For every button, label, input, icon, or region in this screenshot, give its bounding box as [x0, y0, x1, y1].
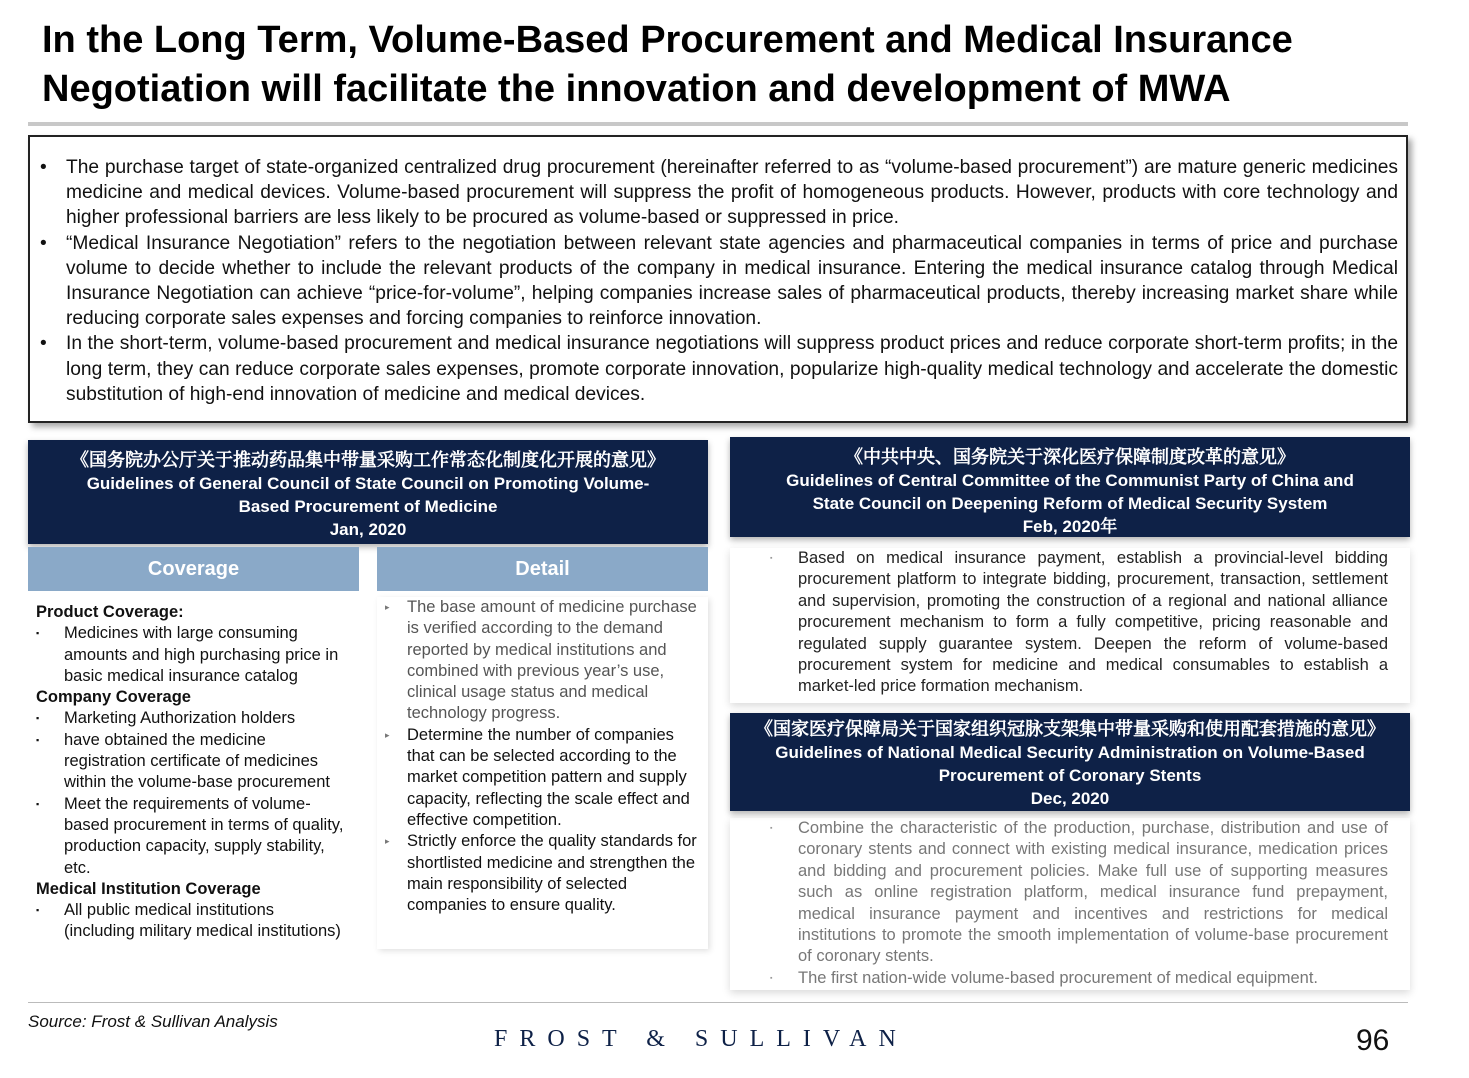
right-policy-2-body [730, 818, 1410, 990]
right-policy-1-item: ▪ Based on medical insurance payment, establish a provincial-level bidding procurement platform to integrate bidding, procurement, transaction, settlement and supervision, promoting the construction of a regional and national alliance procurement mechanism to form a fully competitive, pricing reasonable and regulated supply guarantee system. Deepen the reform of volume-based procurement system for medicine and medical consumables to establish a market-led price formation mechanism. [798, 548, 1388, 698]
right-policy-2-item: ▪ The first nation-wide volume-based procurement of medical equipment. [798, 968, 1388, 989]
summary-bullet: • “Medical Insurance Negotiation” refers to the negotiation between relevant state agencies and pharmaceutical companies in terms of price and purchase volume to decide whether to include the relevant products of the company in medical insurance. Entering the medical insurance catalog through Medical Insurance Negotiation can achieve “price-for-volume”, helping companies increase sales of pharmaceutical products, thereby increasing market share while reducing corporate sales expenses and forcing companies to reinforce innovation. [66, 231, 1398, 332]
product-coverage-label: Product Coverage: [36, 603, 184, 621]
coverage-body [36, 602, 346, 943]
right-policy-1-date: Feb, 2020年 [1022, 517, 1118, 536]
right-policy-1-en-title-2: State Council on Deepening Reform of Medical Security System [812, 494, 1328, 513]
detail-body [377, 597, 708, 949]
page-title: In the Long Term, Volume-Based Procurement and Medical Insurance Negotiation will facilitate the innovation and development of MWA [42, 19, 1293, 110]
right-policy-2-cn-title: 《国家医疗保障局关于国家组织冠脉支架集中带量采购和使用配套措施的意见》 [755, 719, 1385, 739]
company-coverage-item: ▪ Meet the requirements of volume-based procurement in terms of quality, production capacity, supply stability, etc. [36, 794, 346, 879]
right-policy-2-header [730, 713, 1410, 811]
left-policy-en-title-1: Guidelines of General Council of State Council on Promoting Volume- [86, 474, 650, 493]
institution-coverage-label: Medical Institution Coverage [36, 879, 261, 898]
left-policy-header [28, 440, 708, 544]
coverage-column-header: Coverage [28, 547, 359, 591]
detail-item: ▸ Strictly enforce the quality standards for shortlisted medicine and strengthen the main responsibility of selected companies to ensure quality. [407, 831, 698, 916]
summary-box [28, 135, 1408, 423]
right-policy-1-cn-title: 《中共中央、国务院关于深化医疗保障制度改革的意见》 [845, 447, 1295, 467]
left-policy-en-title-2: Based Procurement of Medicine [238, 497, 498, 516]
company-coverage-label: Company Coverage [36, 688, 191, 707]
right-policy-2-en-title-2: Procurement of Coronary Stents [938, 766, 1202, 785]
detail-item: ▸ Determine the number of companies that can be selected according to the market competition pattern and supply capacity, reflecting the scale effect and effective competition. [407, 725, 698, 831]
footer-divider [28, 1002, 1408, 1003]
source-note: Source: Frost & Sullivan Analysis [28, 1012, 278, 1031]
page-number: 96 [1356, 1024, 1390, 1057]
detail-item: ▸ The base amount of medicine purchase is verified according to the demand reported by medical institutions and combined with previous year’s use, clinical usage status and medical technology progress. [407, 597, 698, 725]
product-coverage-item: ▪ Medicines with large consuming amounts and high purchasing price in basic medical insurance catalog [36, 623, 346, 687]
right-policy-2-item: ▪ Combine the characteristic of the production, purchase, distribution and use of coronary stents and connect with existing medical insurance, medication prices and bidding and procurement policies. Make full use of supporting measures such as online registration platform, medical insurance fund prepayment, medical insurance payment and incentives and restrictions for medical institutions to promote the smooth implementation of volume-base procurement of coronary stents. [798, 818, 1388, 968]
summary-bullet: • The purchase target of state-organized centralized drug procurement (hereinafter referred to as “volume-based procurement”) are mature generic medicines medicine and medical devices. Volume-based procurement will suppress the profit of homogeneous products. However, products with core technology and higher professional barriers are less likely to be procured as volume-based or suppressed in price. [66, 155, 1398, 231]
title-divider [28, 122, 1408, 126]
left-policy-cn-title: 《国务院办公厅关于推动药品集中带量采购工作常态化制度化开展的意见》 [71, 450, 665, 470]
summary-list [30, 137, 1406, 407]
detail-column-header: Detail [377, 547, 708, 591]
institution-coverage-item: ▪ All public medical institutions (including military medical institutions) [36, 900, 346, 943]
summary-bullet: • In the short-term, volume-based procurement and medical insurance negotiations will suppress product prices and reduce corporate short-term profits; in the long term, they can reduce corporate sales expenses, promote corporate innovation, popularize high-quality medical technology and accelerate the domestic substitution of high-end innovation of medicine and medical devices. [66, 331, 1398, 407]
right-policy-1-en-title-1: Guidelines of Central Committee of the Communist Party of China and [786, 471, 1354, 490]
right-policy-1-header [730, 437, 1410, 537]
company-coverage-item: ▪ have obtained the medicine registration certificate of medicines within the volume-base procurement [36, 730, 346, 794]
left-policy-date: Jan, 2020 [329, 520, 407, 539]
right-policy-2-date: Dec, 2020 [1030, 789, 1110, 808]
company-coverage-item: ▪ Marketing Authorization holders [36, 708, 346, 729]
right-policy-1-body [730, 548, 1410, 703]
right-policy-2-en-title-1: Guidelines of National Medical Security Administration on Volume-Based [775, 743, 1365, 762]
frost-sullivan-logo: FROST & SULLIVAN [494, 1026, 908, 1052]
